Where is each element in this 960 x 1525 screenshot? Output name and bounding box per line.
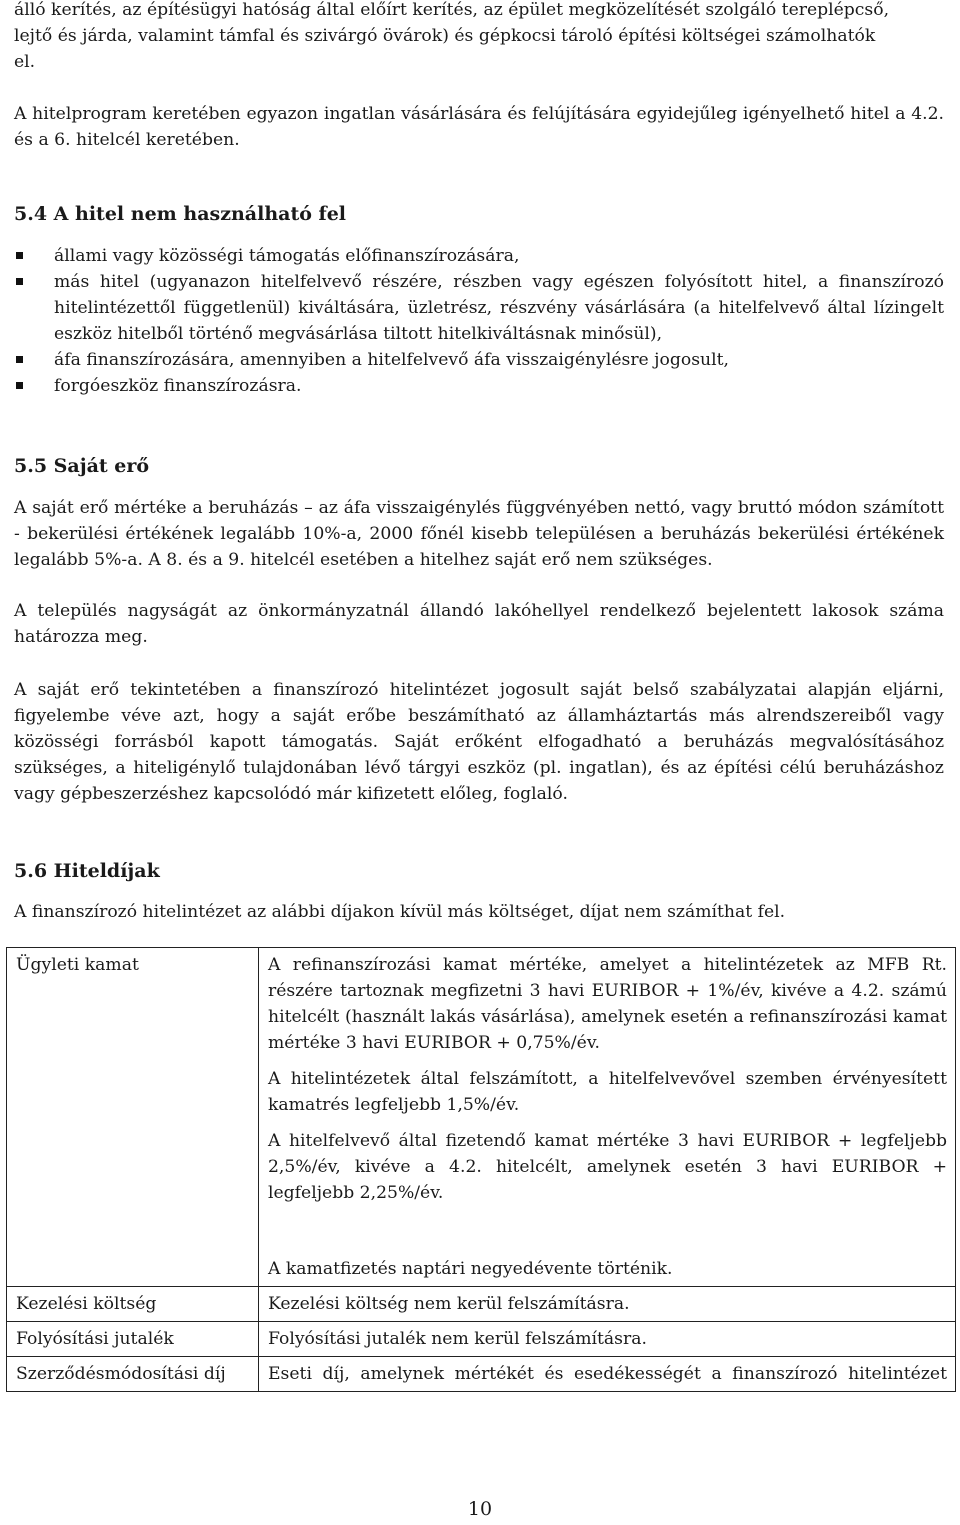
square-bullet-icon (16, 252, 23, 259)
table-row (7, 948, 956, 1287)
section-5-4-heading: 5.4 A hitel nem használható fel (14, 203, 346, 225)
section-5-5-paragraph-1: A saját erő mértéke a beruházás – az áfa visszaigénylés függvényében nettó, vagy bruttó módon számított - bekerülési értékének legalább 10%-a, 2000 főnél kisebb településen a beruházás bekerülési értékének legalább 5%-a. A 8. és a 9. hitelcél esetében a hitelhez saját erő nem szükséges. (14, 498, 944, 570)
fee-value-cell: Kezelési költség nem kerül felszámításra. (259, 1287, 956, 1322)
intro-line-1: álló kerítés, az építésügyi hatóság által előírt kerítés, az épület megközelítését szolgáló tereplépcső, (14, 0, 890, 20)
fee-value-cell (259, 948, 956, 1287)
table-row (7, 1287, 956, 1322)
bullet-item: áfa finanszírozására, amennyiben a hitelfelvevő áfa visszaigénylésre jogosult, (14, 347, 944, 373)
fee-paragraph: A hitelfelvevő által fizetendő kamat mértéke 3 havi EURIBOR + legfeljebb 2,5%/év, kivéve a 4.2. hitelcélt, amelynek esetén 3 havi EURIBOR + legfeljebb 2,25%/év. (268, 1131, 947, 1203)
hitelprogram-paragraph: A hitelprogram keretében egyazon ingatlan vásárlására és felújítására egyidejűleg igényelhető hitel a 4.2. és a 6. hitelcél keretében. (14, 104, 944, 150)
fee-value-cell: Eseti díj, amelynek mértékét és esedékességét a finanszírozó hitelintézet (259, 1357, 956, 1392)
section-5-5-paragraph-3: A saját erő tekintetében a finanszírozó hitelintézet jogosult saját belső szabályzatai alapján eljárni, figyelembe véve azt, hogy a saját erőbe beszámítható az államháztartás más alrendszereiből vagy közösségi forrásból kapott támogatás. Saját erőként elfogadható a beruházás megvalósításához szükséges, a hiteligénylő tulajdonában lévő tárgyi eszköz (pl. ingatlan), és az építési célú beruházáshoz vagy gépbeszerzéshez kapcsolódó már kifizetett előleg, foglaló. (14, 680, 944, 804)
bullet-item: más hitel (ugyanazon hitelfelvevő részére, részben vagy egészen folyósított hitel, a finanszírozó hitelintézettől függetlenül) kiváltására, üzletrész, részvény vásárlására (a hitelfelvevő által lízingelt eszköz hitelből történő megvásárlása tiltott hitelkiváltásnak minősül), (14, 269, 944, 347)
bullet-item: állami vagy közösségi támogatás előfinanszírozására, (14, 243, 944, 269)
section-5-5-paragraph-2: A település nagyságát az önkormányzatnál állandó lakóhellyel rendelkező bejelentett lakosok száma határozza meg. (14, 601, 944, 647)
fee-label-cell: Szerződésmódosítási díj (7, 1357, 259, 1392)
square-bullet-icon (16, 356, 23, 363)
fee-paragraph: A kamatfizetés naptári negyedévente történik. (268, 1259, 673, 1279)
fee-label-cell: Ügyleti kamat (7, 948, 259, 1287)
section-5-6-intro: A finanszírozó hitelintézet az alábbi díjakon kívül más költséget, díjat nem számíthat fel. (14, 902, 786, 922)
intro-line-2: lejtő és járda, valamint támfal és szivárgó övárok) és gépkocsi tároló építési költségei számolhatók (14, 26, 876, 46)
table-row (7, 1357, 956, 1392)
table-row (7, 1322, 956, 1357)
fee-paragraph: A hitelintézetek által felszámított, a hitelfelvevővel szemben érvényesített kamatrés legfeljebb 1,5%/év. (268, 1069, 947, 1115)
square-bullet-icon (16, 278, 23, 285)
bullet-item: forgóeszköz finanszírozásra. (14, 373, 944, 399)
page-number: 10 (467, 1498, 493, 1520)
section-5-6-heading: 5.6 Hiteldíjak (14, 860, 160, 882)
section-5-4-bullet-list (14, 243, 944, 399)
fee-label-cell: Folyósítási jutalék (7, 1322, 259, 1357)
fee-label-cell: Kezelési költség (7, 1287, 259, 1322)
fee-paragraph: A refinanszírozási kamat mértéke, amelyet a hitelintézetek az MFB Rt. részére tartoznak megfizetni 3 havi EURIBOR + 1%/év, kivéve a 4.2. számú hitelcélt (használt lakás vásárlása), amelynek esetén a refinanszírozási kamat mértéke 3 havi EURIBOR + 0,75%/év. (268, 955, 947, 1053)
fees-table (6, 947, 956, 1392)
fee-value-cell: Folyósítási jutalék nem kerül felszámításra. (259, 1322, 956, 1357)
intro-line-3: el. (14, 52, 36, 72)
square-bullet-icon (16, 382, 23, 389)
section-5-5-heading: 5.5 Saját erő (14, 455, 150, 477)
